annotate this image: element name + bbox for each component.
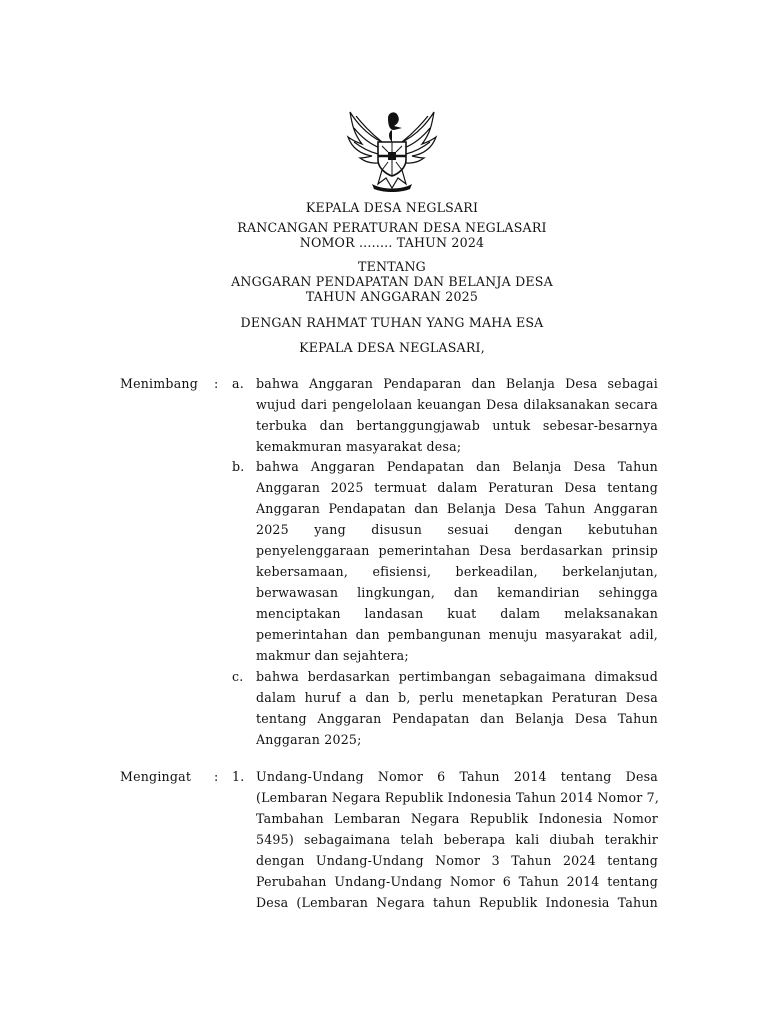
text-line: (Lembaran Negara Republik Indonesia Tahun 2014 Nomor 7, xyxy=(256,790,660,805)
regulation-subject-line-2: TAHUN ANGGARAN 2025 xyxy=(305,289,479,304)
about-heading: TENTANG xyxy=(358,259,426,274)
regulation-number: NOMOR ........ TAHUN 2024 xyxy=(299,235,485,250)
text-line: tentang Anggaran Pendapatan dan Belanja Desa Tahun xyxy=(256,711,658,726)
text-line: Anggaran Pendapatan dan Belanja Desa Tahun Anggaran xyxy=(256,501,658,516)
menimbang-colon: : xyxy=(214,376,219,391)
text-line: pemerintahan dan pembangunan menuju masyarakat adil, xyxy=(256,627,658,642)
item-marker: c. xyxy=(232,669,244,684)
text-line: penyelenggaraan pemerintahan Desa berdasarkan prinsip xyxy=(256,543,658,558)
mengingat-colon: : xyxy=(214,769,219,784)
text-line: Tambahan Lembaran Negara Republik Indonesia Nomor xyxy=(256,811,658,826)
regulation-subject-line-1: ANGGARAN PENDAPATAN DAN BELANJA DESA xyxy=(231,274,553,289)
text-line: Anggaran 2025; xyxy=(256,732,362,747)
text-line: Undang-Undang Nomor 6 Tahun 2014 tentang Desa xyxy=(256,769,658,784)
issuing-authority: KEPALA DESA NEGLSARI xyxy=(305,200,479,215)
text-line: kebersamaan, efisiensi, berkeadilan, berkelanjutan, xyxy=(256,564,658,579)
text-line: dalam huruf a dan b, perlu menetapkan Peraturan Desa xyxy=(256,690,658,705)
item-marker: a. xyxy=(232,376,244,391)
text-line: menciptakan landasan kuat dalam melaksanakan xyxy=(256,606,658,621)
text-line: Desa (Lembaran Negara tahun Republik Indonesia Tahun xyxy=(256,895,658,910)
text-line: Perubahan Undang-Undang Nomor 6 Tahun 2014 tentang xyxy=(256,874,658,889)
text-line: bahwa Anggaran Pendapatan dan Belanja Desa Tahun xyxy=(256,459,658,474)
text-line: 2025 yang disusun sesuai dengan kebutuhan xyxy=(256,522,658,537)
blessing-clause: DENGAN RAHMAT TUHAN YANG MAHA ESA xyxy=(240,315,544,330)
text-line: dengan Undang-Undang Nomor 3 Tahun 2024 tentang xyxy=(256,853,658,868)
item-marker: 1. xyxy=(232,769,245,784)
text-line: terbuka dan bertanggungjawab untuk sebesar-besarnya xyxy=(256,418,658,433)
text-line: bahwa Anggaran Pendaparan dan Belanja Desa sebagai xyxy=(256,376,658,391)
menimbang-label: Menimbang xyxy=(120,376,198,391)
text-line: Anggaran 2025 termuat dalam Peraturan Desa tentang xyxy=(256,480,658,495)
item-marker: b. xyxy=(232,459,245,474)
text-line: bahwa berdasarkan pertimbangan sebagaimana dimaksud xyxy=(256,669,658,684)
enacting-authority: KEPALA DESA NEGLASARI, xyxy=(299,340,485,355)
text-line: berwawasan lingkungan, dan kemandirian sehingga xyxy=(256,585,658,600)
text-line: wujud dari pengelolaan keuangan Desa dilaksanakan secara xyxy=(256,397,658,412)
text-line: kemakmuran masyarakat desa; xyxy=(256,439,462,454)
text-line: makmur dan sejahtera; xyxy=(256,648,409,663)
mengingat-label: Mengingat xyxy=(120,769,192,784)
garuda-emblem-icon xyxy=(342,104,442,192)
draft-regulation-title: RANCANGAN PERATURAN DESA NEGLASARI xyxy=(237,220,547,235)
text-line: 5495) sebagaimana telah beberapa kali diubah terakhir xyxy=(256,832,658,847)
